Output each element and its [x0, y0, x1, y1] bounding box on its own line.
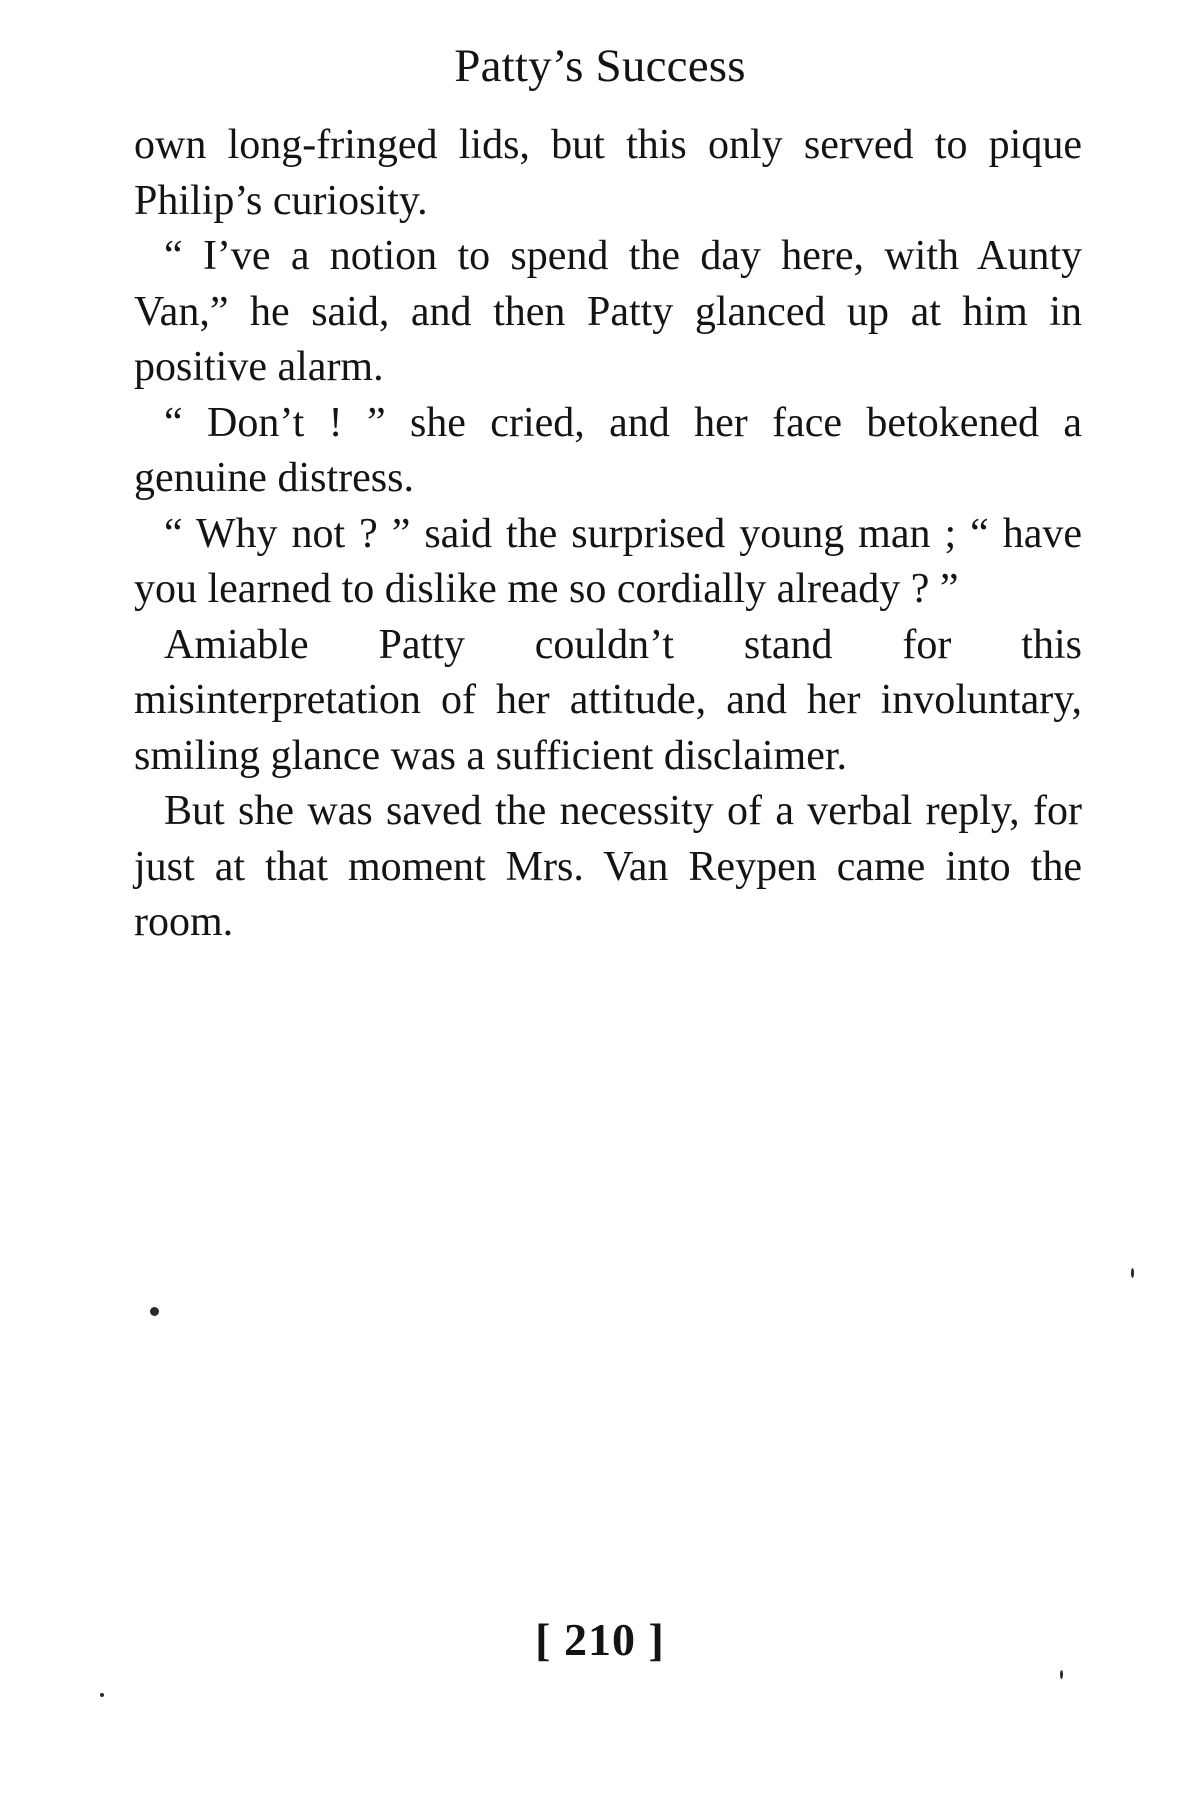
body-text: [134, 118, 1082, 951]
paragraph: But she was saved the necessity of a verbal reply, for just at that moment Mrs. Van Reypen came into the room.: [134, 788, 1082, 945]
paragraph: “ Don’t ! ” she cried, and her face betokened a genuine distress.: [134, 399, 1082, 501]
paragraph: “ Why not ? ” said the surprised young man ; “ have you learned to dislike me so cordially already ? ”: [134, 510, 1082, 612]
paragraph: Amiable Patty couldn’t stand for this misinterpretation of her attitude, and her involuntary, smiling glance was a sufficient disclaimer.: [134, 621, 1082, 779]
ink-speck: [100, 1693, 104, 1697]
ink-speck: [1131, 1268, 1134, 1278]
running-head: Patty’s Success: [454, 40, 746, 92]
paragraph: “ I’ve a notion to spend the day here, with Aunty Van,” he said, and then Patty glanced up at him in positive alarm.: [134, 233, 1082, 390]
ink-speck: [150, 1307, 159, 1316]
ink-speck: [1060, 1670, 1063, 1679]
page-number: [ 210 ]: [535, 1614, 665, 1665]
paragraph: own long-fringed lids, but this only served to pique Philip’s curiosity.: [134, 122, 1082, 224]
